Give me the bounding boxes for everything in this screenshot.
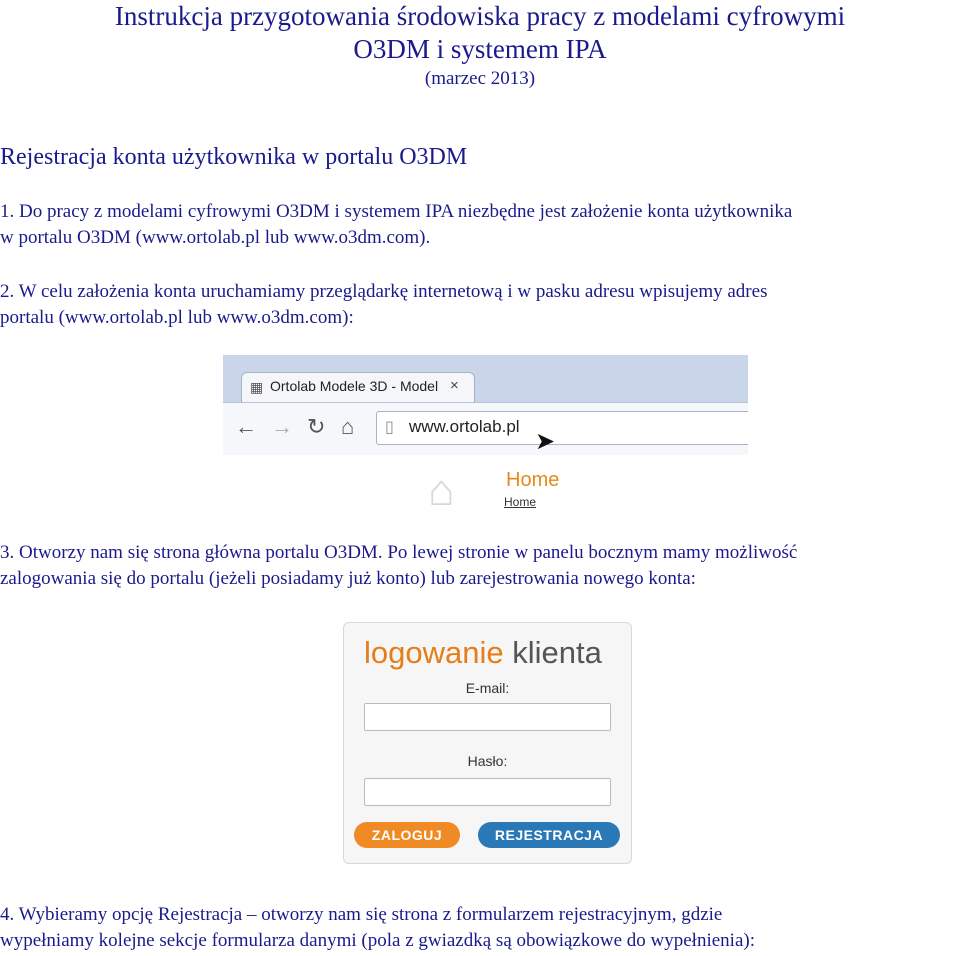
forward-icon[interactable]: →	[271, 414, 293, 439]
home-link[interactable]: Home	[504, 495, 537, 509]
mouse-cursor-icon: ➤	[535, 428, 556, 455]
email-field[interactable]	[364, 703, 611, 731]
document-title	[0, 0, 960, 92]
document-date: (marzec 2013)	[424, 68, 536, 89]
step-4	[0, 902, 960, 954]
home-icon[interactable]: ⌂	[341, 414, 355, 439]
password-label: Hasło:	[467, 753, 508, 769]
step-1-line-1: 1. Do pracy z modelami cyfrowymi O3DM i systemem IPA niezbędne jest założenie konta użytkownika	[0, 201, 793, 222]
page-icon: ▯	[385, 419, 394, 436]
reload-icon[interactable]: ↻	[307, 414, 326, 439]
section-heading: Rejestracja konta użytkownika w portalu O3DM	[0, 144, 468, 170]
step-2-line-1: 2. W celu założenia konta uruchamiamy przeglądarkę internetową i w pasku adresu wpisujemy adres	[0, 281, 768, 302]
browser-tab[interactable]	[241, 372, 475, 403]
browser-toolbar	[223, 402, 748, 456]
step-3-line-1: 3. Otworzy nam się strona główna portalu O3DM. Po lewej stronie w panelu bocznym mamy możliwość	[0, 542, 798, 563]
step-3	[0, 540, 960, 592]
back-icon[interactable]: ←	[235, 414, 257, 439]
close-tab-icon[interactable]: ×	[450, 377, 459, 394]
step-4-line-1: 4. Wybieramy opcję Rejestracja – otworzy nam się strona z formularzem rejestracyjnym, gdzie	[0, 904, 723, 925]
step-2-line-2: portalu (www.ortolab.pl lub www.o3dm.com):	[0, 307, 354, 328]
browser-page-area	[223, 455, 748, 513]
page-favicon-icon: ▦	[250, 379, 264, 395]
browser-tab-label: Ortolab Modele 3D - Model	[270, 378, 439, 394]
login-panel	[343, 622, 632, 864]
login-title-part2: klienta	[512, 635, 602, 670]
browser-screenshot	[223, 355, 748, 513]
step-3-line-2: zalogowania się do portalu (jeżeli posiadamy już konto) lub zarejestrowania nowego konta:	[0, 568, 696, 589]
title-line-1: Instrukcja przygotowania środowiska pracy z modelami cyfrowymi	[114, 1, 846, 31]
step-2	[0, 279, 960, 331]
step-1	[0, 199, 960, 251]
login-button[interactable]: ZALOGUJ	[354, 822, 460, 848]
address-bar[interactable]	[376, 411, 748, 445]
password-field[interactable]	[364, 778, 611, 806]
login-title	[364, 635, 602, 671]
register-button[interactable]: REJESTRACJA	[478, 822, 620, 848]
email-label: E-mail:	[465, 680, 510, 696]
house-icon: ⌂	[428, 466, 455, 513]
login-title-part1: logowanie	[364, 635, 504, 670]
step-4-line-2: wypełniamy kolejne sekcje formularza danymi (pola z gwiazdką są obowiązkowe do wypełnienia):	[0, 930, 755, 951]
address-text: www.ortolab.pl	[409, 417, 520, 436]
home-heading: Home	[506, 469, 560, 491]
title-line-2: O3DM i systemem IPA	[353, 34, 607, 64]
step-1-line-2: w portalu O3DM (www.ortolab.pl lub www.o3dm.com).	[0, 227, 431, 248]
